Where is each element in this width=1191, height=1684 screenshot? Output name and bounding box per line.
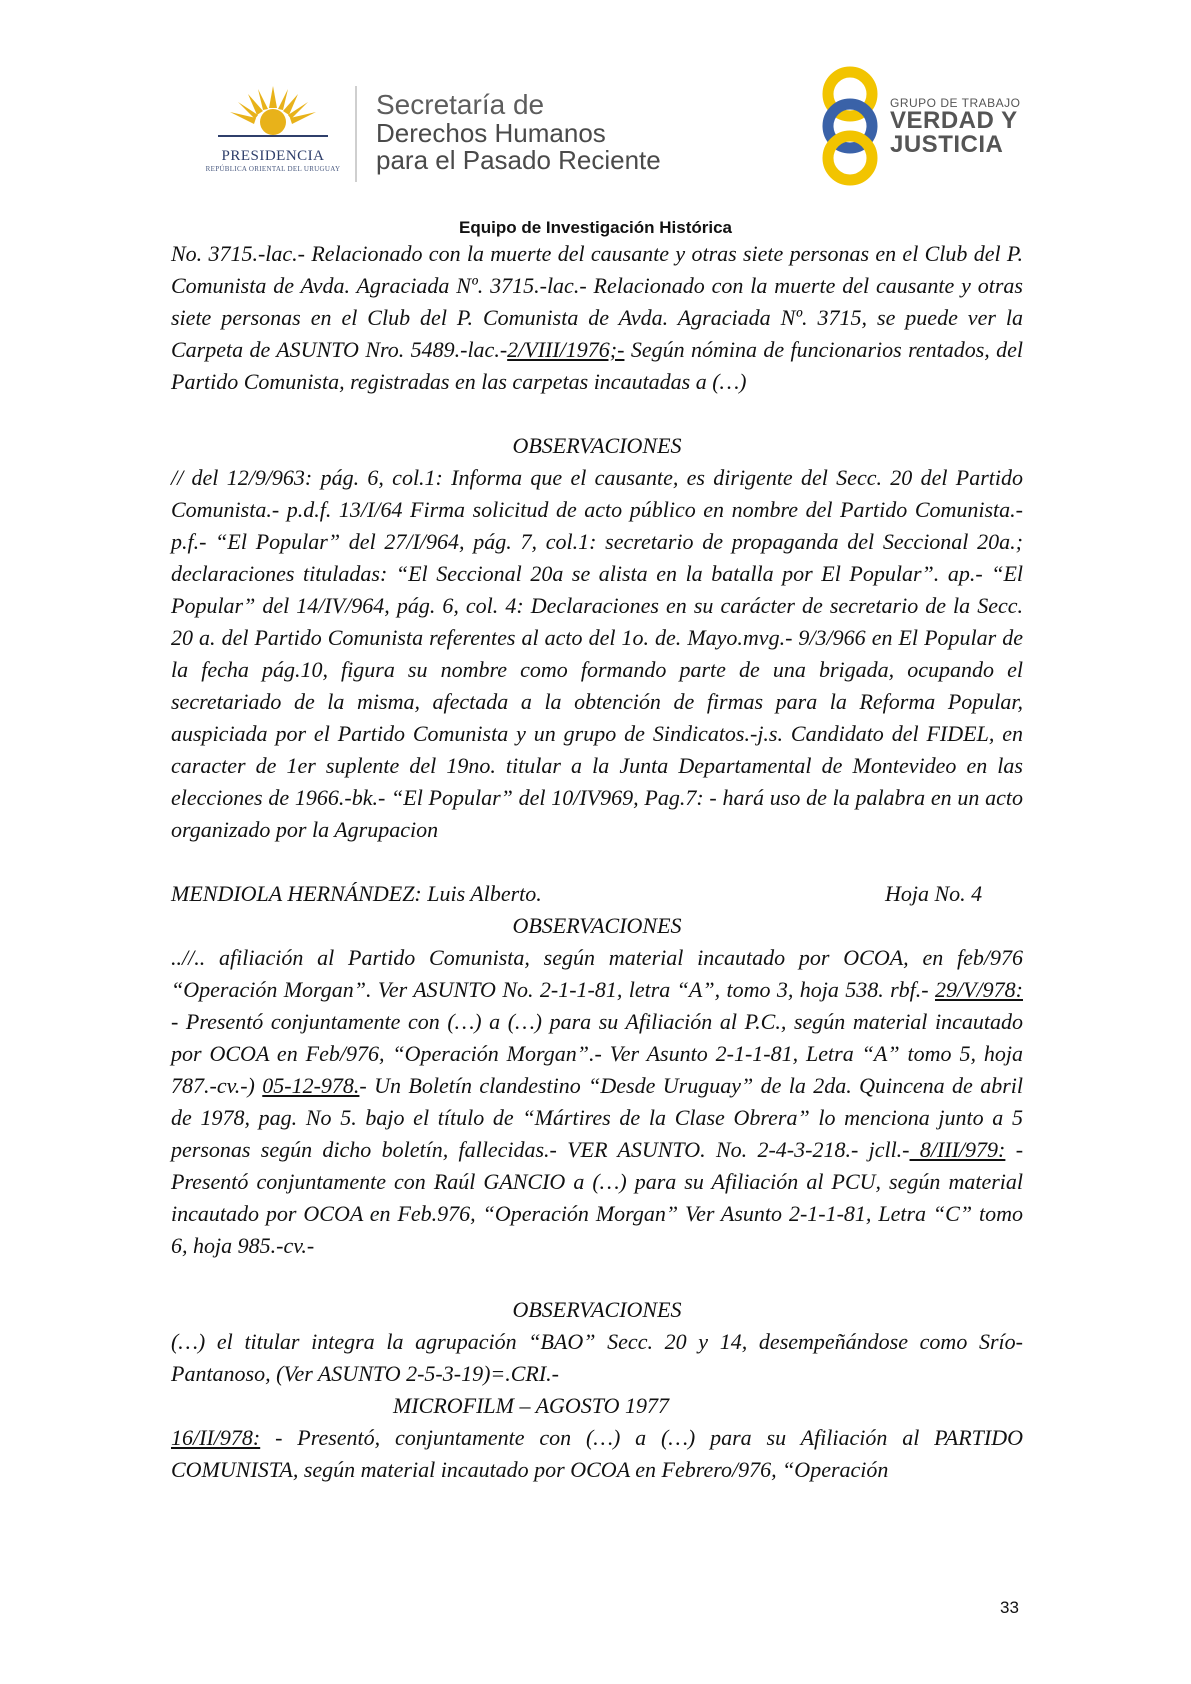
grupo-line3: JUSTICIA xyxy=(890,131,1004,158)
observaciones-text-1: // del 12/9/963: pág. 6, col.1: Informa que el causante, es dirigente del Secc. 20 del Partido Comunista.- p.d.f. 13/I/64 Firma solicitud de acto público en nombre del Partido Comunista.- p.f.- “El Popular” del 27/I/964, pág. 7, col.1: secretario de propaganda del Seccional 20a.; declaraciones tituladas: “El Seccional 20a se alista en la batalla por El Popular”. ap.- “El Popular” del 14/IV/964, pág. 6, col. 4: Declaraciones en su carácter de secretario de la Secc. 20 a. del Partido Comunista referentes al acto del 1o. de. Mayo.mvg.- 9/3/966 en El Popular de la fecha pág.10, figura su nombre como formando parte de una brigada, ocupando el secretariado de la misma, afectada a la obtención de firmas para la Reforma Popular, auspiciada por el Partido Comunista y un grupo de Sindicatos.-j.s. Candidato del FIDEL, en caracter de 1er suplente del 19no. titular a la Junta Departamental de Montevideo en las elecciones de 1966.-bk.- “El Popular” del 10/IV969, Pag.7: - hará uso de la palabra en un acto organizado por la Agrupacion xyxy=(171,465,1023,842)
page-number: 33 xyxy=(1000,1598,1019,1617)
secretaria-line2: Derechos Humanos xyxy=(376,118,606,148)
sun-emblem-icon xyxy=(218,84,328,146)
page-header xyxy=(0,0,1191,237)
p1-date: 2/VIII/1976;- xyxy=(507,337,625,362)
observaciones-text-2 xyxy=(171,942,1023,1262)
secretaria-line1: Secretaría de xyxy=(376,89,545,120)
linked-rings-icon xyxy=(810,64,890,188)
observaciones-text-3: (…) el titular integra la agrupación “BAO” Secc. 20 y 14, desempeñándose como Srío-Pantanoso, (Ver ASUNTO 2-5-3-19)=.CRI.- xyxy=(171,1329,1023,1386)
last-paragraph xyxy=(171,1422,1023,1486)
obs2-text-a: ..//.. afiliación al Partido Comunista, según material incautado por OCOA, en feb/976 “Operación Morgan”. Ver ASUNTO No. 2-1-1-81, letra “A”, tomo 3, hoja 538. rbf.- xyxy=(171,945,1023,1002)
header-divider xyxy=(355,86,359,182)
microfilm-heading: MICROFILM – AGOSTO 1977 xyxy=(393,1393,670,1418)
obs2-date-1: 29/V/978: xyxy=(935,977,1023,1002)
obs2-text-c: - Un Boletín clandestino “Desde Uruguay” de la 2da. Quincena de abril de 1978, pag. No 5. bajo el título de “Mártires de la Clase Obrera” lo menciona junto a 5 personas según dicho boletín, fallecidas.- VER ASUNTO. No. 2-4-3-218.- jcll.- xyxy=(171,1073,1023,1162)
team-title: Equipo de Investigación Histórica xyxy=(459,218,732,237)
secretaria-line3: para el Pasado Reciente xyxy=(376,145,661,175)
presidencia-title: PRESIDENCIA xyxy=(221,148,325,164)
obs2-date-3: 8/III/979: xyxy=(909,1137,1006,1162)
p1-text-b: Según nómina de funcionarios rentados, del Partido Comunista, registradas en las carpetas incautadas a (…) xyxy=(171,337,1023,394)
hoja-number: Hoja No. 4 xyxy=(885,881,983,906)
obs2-text-e: - Presentó conjuntamente con Raúl GANCIO a (…) para su Afiliación al PCU, según material incautado por OCOA en Feb.976, “Operación Morgan” Ver Asunto 2-1-1-81, Letra “C” tomo 6, hoja 985.-cv.- xyxy=(171,1137,1024,1258)
subject-name: MENDIOLA HERNÁNDEZ: Luis Alberto. xyxy=(171,881,542,906)
secretaria-logo xyxy=(376,90,661,174)
observaciones-heading-3: OBSERVACIONES xyxy=(512,1297,682,1322)
grupo-line1: GRUPO DE TRABAJO xyxy=(890,96,1021,110)
paragraph-1 xyxy=(171,238,1023,398)
grupo-trabajo-logo xyxy=(810,64,1030,188)
last-text: - Presentó, conjuntamente con (…) a (…) para su Afiliación al PARTIDO COMUNISTA, según material incautado por OCOA en Febrero/976, “Operación xyxy=(171,1425,1023,1482)
grupo-line2: VERDAD Y xyxy=(890,107,1018,134)
subject-line xyxy=(171,878,1023,910)
presidencia-subtitle: REPÚBLICA ORIENTAL DEL URUGUAY xyxy=(205,165,341,173)
presidencia-logo xyxy=(198,84,348,184)
observaciones-heading-2: OBSERVACIONES xyxy=(512,913,682,938)
observaciones-heading-1: OBSERVACIONES xyxy=(512,433,682,458)
last-date: 16/II/978: xyxy=(171,1425,261,1450)
document-body xyxy=(171,238,1023,1486)
p1-text-a: No. 3715.-lac.- Relacionado con la muerte del causante y otras siete personas en el Club del P. Comunista de Avda. Agraciada Nº. 3715.-lac.- Relacionado con la muerte del causante y otras siete personas en el Club del P. Comunista de Avda. Agraciada Nº. 3715, se puede ver la Carpeta de ASUNTO Nro. 5489.-lac.- xyxy=(171,241,1023,362)
obs2-text-b: - Presentó conjuntamente con (…) a (…) para su Afiliación al P.C., según material incautado por OCOA en Feb/976, “Operación Morgan”.- Ver Asunto 2-1-1-81, Letra “A” tomo 5, hoja 787.-cv.-) xyxy=(171,1009,1023,1098)
obs2-date-2: 05-12-978. xyxy=(262,1073,360,1098)
